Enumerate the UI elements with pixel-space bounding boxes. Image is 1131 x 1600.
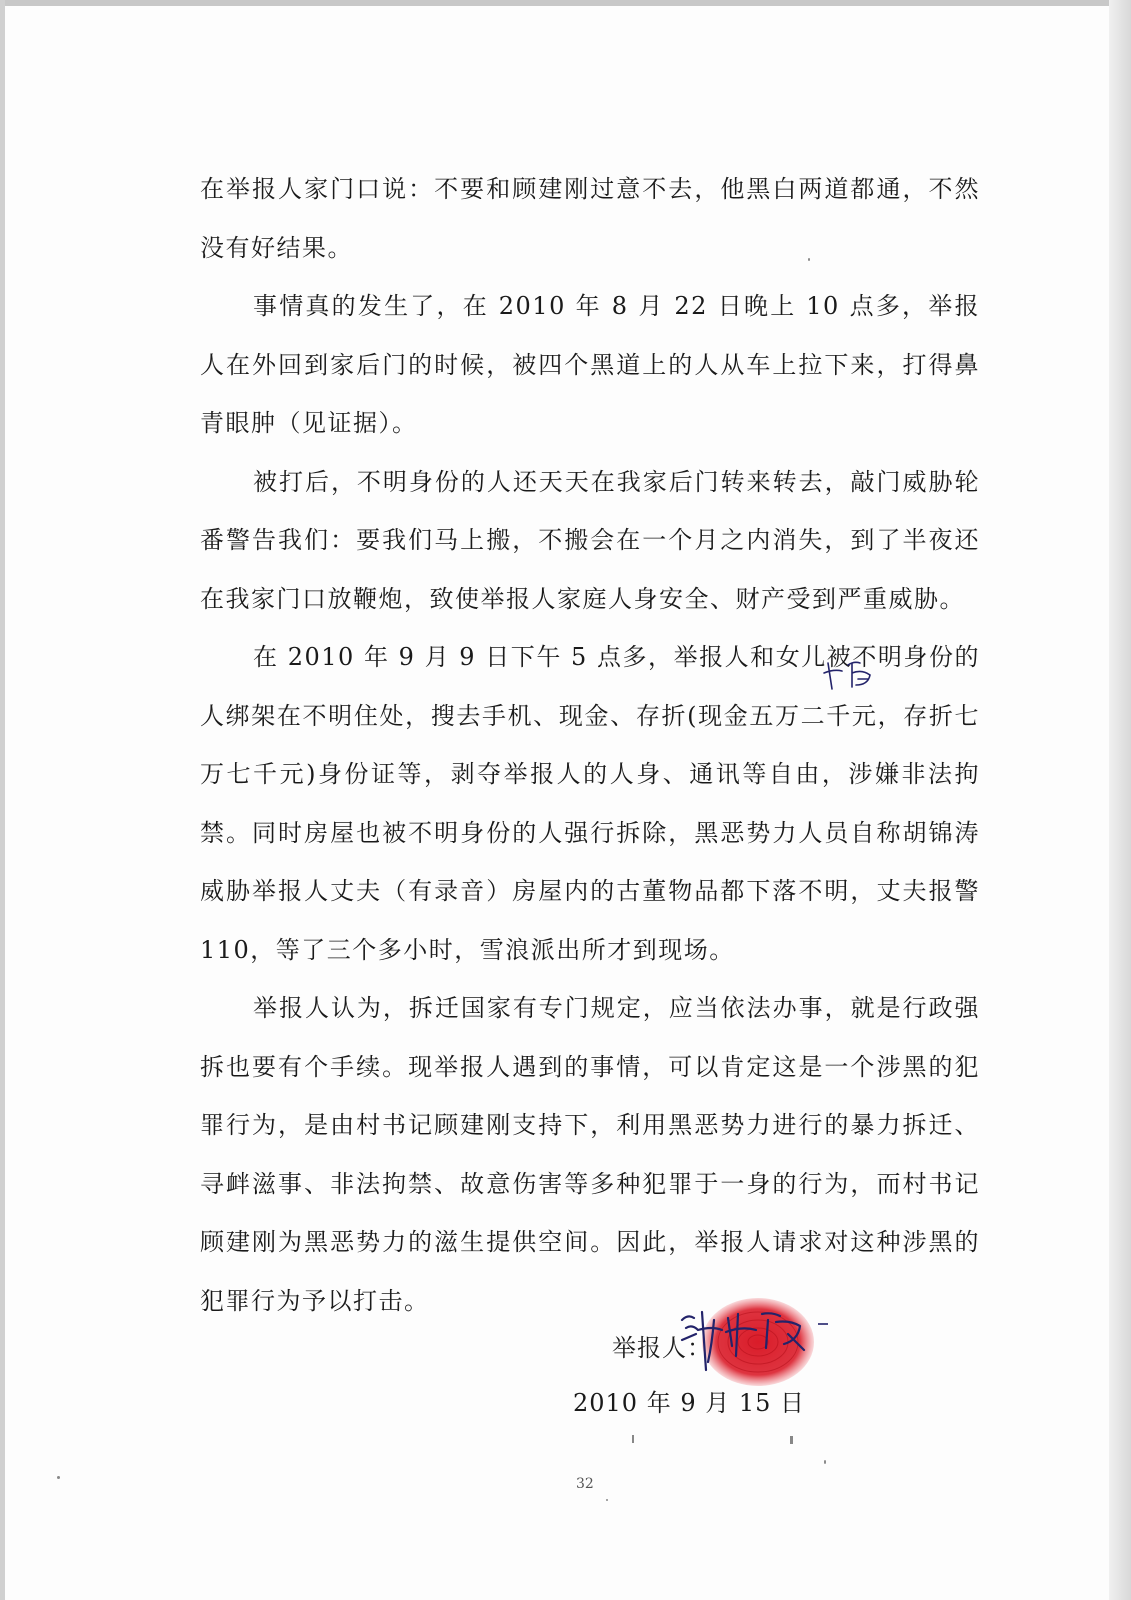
paragraph-5: 举报人认为，拆迁国家有专门规定，应当依法办事，就是行政强拆也要有个手续。现举报人遇到的事情，可以肯定这是一个涉黑的犯罪行为，是由村书记顾建刚支持下，利用黑恶势力进行的暴力拆迁、寻衅滋事、非法拘禁、故意伤害等多种犯罪于一身的行为，而村书记顾建刚为黑恶势力的滋生提供空间。因此，举报人请求对这种涉黑的犯罪行为予以打击。 [200,994,980,1315]
paragraph-3: 被打后，不明身份的人还天天在我家后门转来转去，敲门威胁轮番警告我们：要我们马上搬，不搬会在一个月之内消失，到了半夜还在我家门口放鞭炮，致使举报人家庭人身安全、财产受到严重威胁。 [200,467,980,613]
paragraph-1: 在举报人家门口说：不要和顾建刚过意不去，他黑白两道都通，不然没有好结果。 [200,175,980,262]
scan-speck [790,1436,793,1444]
document-body [200,160,980,1330]
signature-block [612,1320,872,1380]
scan-speck [606,1499,608,1501]
paragraph-2: 事情真的发生了，在 2010 年 8 月 22 日晚上 10 点多，举报人在外回到家后门的时候，被四个黑道上的人从车上拉下来，打得鼻青眼肿（见证据）。 [200,292,980,437]
paragraph-4: 在 2010 年 9 月 9 日下午 5 点多，举报人和女儿被不明身份的人绑架在不明住处，搜去手机、现金、存折(现金五万二千元，存折七万七千元)身份证等，剥夺举报人的人身、通讯等自由，涉嫌非法拘禁。同时房屋也被不明身份的人强行拆除，黑恶势力人员自称胡锦涛威胁举报人丈夫（有录音）房屋内的古董物品都下落不明，丈夫报警 110，等了三个多小时，雪浪派出所才到现场。 [200,643,980,964]
scan-speck [632,1435,634,1443]
signature-label: 举报人： [612,1334,712,1362]
scan-speck [57,1476,60,1479]
scan-speck [824,1460,826,1464]
scan-speck [808,258,810,261]
scan-left-edge [0,0,5,1600]
scan-top-edge [0,0,1131,6]
handwritten-annotation [822,655,882,695]
scan-right-edge [1109,0,1131,1600]
signature-date: 2010 年 9 月 15 日 [573,1389,806,1417]
page-number: 32 [576,1476,594,1492]
